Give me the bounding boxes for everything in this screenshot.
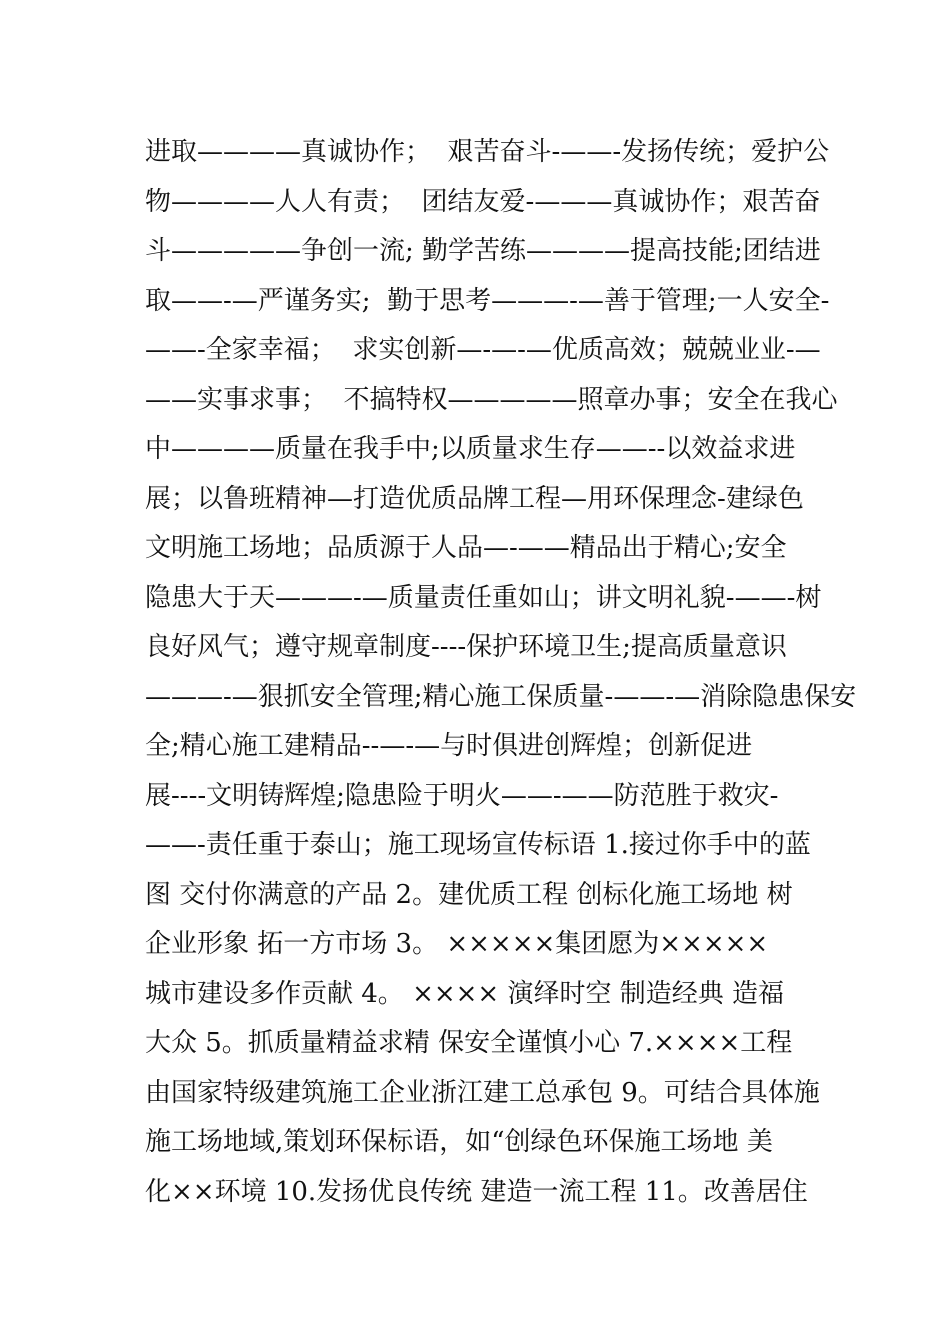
text-line: 图 交付你满意的产品 2。建优质工程 创标化施工场地 树 xyxy=(145,879,793,910)
text-line: 良好风气；遵守规章制度----保护环境卫生;提高质量意识 xyxy=(145,632,787,662)
text-line: 全;精心施工建精品--—-—与时俱进创辉煌；创新促进 xyxy=(145,731,753,761)
text-line: 施工场地域,策划环保标语，如“创绿色环保施工场地 美 xyxy=(145,1127,773,1157)
text-line: 斗—————争创一流; 勤学苦练————提高技能;团结进 xyxy=(145,236,821,266)
text-line: 由国家特级建筑施工企业浙江建工总承包 9。可结合具体施 xyxy=(145,1077,820,1108)
text-line: ——-全家幸福； 求实创新—-—-—优质高效；兢兢业业-— xyxy=(145,335,821,365)
text-line: ——实事求事； 不搞特权—————照章办事；安全在我心 xyxy=(145,384,838,415)
body-text xyxy=(145,128,857,1217)
text-line: 物————人人有责； 团结友爱-———真诚协作；艰苦奋 xyxy=(145,186,821,217)
text-line: 城市建设多作贡献 4。 ×××× 演绎时空 制造经典 造福 xyxy=(145,978,785,1009)
text-line: ———-—狠抓安全管理;精心施工保质量-——-—消除隐患保安 xyxy=(145,681,857,712)
text-line: 展；以鲁班精神—打造优质品牌工程—用环保理念-建绿色 xyxy=(145,483,804,514)
text-line: 中————质量在我手中;以质量求生存——--以效益求进 xyxy=(145,434,796,464)
text-line: 化××环境 10.发扬优良传统 建造一流工程 11。改善居住 xyxy=(145,1176,808,1207)
text-line: 大众 5。抓质量精益求精 保安全谨慎小心 7.××××工程 xyxy=(145,1028,793,1058)
text-line: 企业形象 拓一方市场 3。 ×××××集团愿为××××× xyxy=(145,929,769,959)
text-line: 隐患大于天———-—质量责任重如山；讲文明礼貌-——-树 xyxy=(145,582,822,613)
text-line: 展----文明铸辉煌;隐患险于明火——-——防范胜于救灾- xyxy=(145,780,779,811)
text-line: 文明施工场地；品质源于人品—-——精品出于精心;安全 xyxy=(145,533,787,563)
text-line: 取——-—严谨务实; 勤于思考———-—善于管理;一人安全- xyxy=(145,285,830,316)
text-line: ——-责任重于泰山；施工现场宣传标语 1.接过你手中的蓝 xyxy=(145,830,811,860)
text-line: 进取————真诚协作； 艰苦奋斗-——-发扬传统；爱护公 xyxy=(145,137,830,167)
